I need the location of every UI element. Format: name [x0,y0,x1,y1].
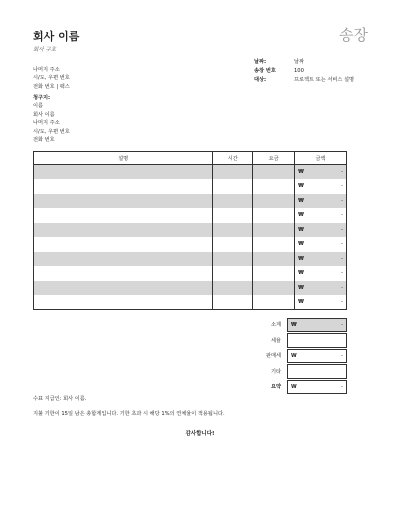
header-rate: 요금 [253,152,295,165]
amount-text: - [341,169,343,175]
hours-cell[interactable] [213,266,253,281]
table-row [34,237,347,252]
totals-label: 세율 [270,337,281,344]
totals-section [253,317,347,395]
totals-value-box[interactable] [287,333,347,348]
amount-text: - [341,255,343,262]
payable-to: 수표 지급인: 회사 이름. [33,396,87,402]
amount-value [298,241,343,247]
amount-cell[interactable] [295,223,347,238]
address-line: 전화 번호 | 팩스 [33,83,70,90]
totals-value-box[interactable] [287,349,347,364]
amount-value [298,169,343,175]
totals-value: - [341,383,343,390]
meta-invoice-number [254,67,354,76]
description-cell[interactable] [34,237,213,252]
totals-value: - [341,321,343,328]
totals-row [253,348,347,364]
hours-cell[interactable] [213,208,253,223]
totals-label: 소계 [270,322,281,329]
amount-text: - [341,183,343,190]
rate-cell[interactable] [253,295,295,310]
header-amount: 금액 [295,152,347,165]
meta-value: 프로젝트 또는 서비스 설명 [294,77,355,83]
currency-symbol: ₩ [298,212,304,219]
meta-value: 날짜 [294,59,305,65]
totals-row [253,333,347,349]
description-cell[interactable] [34,266,213,281]
rate-cell[interactable] [253,223,295,238]
amount-value [298,227,343,233]
company-name: 회사 이름 [33,30,80,43]
currency-symbol: ₩ [298,241,304,248]
hours-cell[interactable] [213,237,253,252]
meta-value: 100 [294,68,304,74]
payment-terms: 지불 기한이 15일 남은 총합계입니다. 기한 초과 시 해당 1%의 연체율이 적용됩니다. [33,411,225,417]
currency-symbol: ₩ [298,183,304,190]
bill-to [33,94,70,144]
amount-value [298,212,343,218]
rate-cell[interactable] [253,208,295,223]
table-row [34,295,347,310]
line-items-table [33,151,347,310]
company-address [33,66,70,91]
table-header-row [34,152,347,165]
currency-symbol: ₩ [298,270,304,277]
amount-text: - [341,197,343,204]
table-row [34,208,347,223]
currency-symbol: W [291,383,297,390]
amount-value [298,256,343,262]
currency-symbol: W [291,352,297,359]
amount-cell[interactable] [295,281,347,296]
amount-cell[interactable] [295,179,347,194]
amount-value [298,299,343,305]
bill-to-line: 회사 이름 [33,111,55,118]
document-title: 송장 [339,26,368,44]
amount-text: - [341,241,343,248]
amount-value [298,285,343,291]
address-line: 나머지 주소 [33,67,60,73]
table-row [34,266,347,281]
line-items-body [34,165,347,310]
totals-value-box[interactable] [287,318,347,333]
currency-symbol: ₩ [298,197,304,204]
amount-cell[interactable] [295,295,347,310]
description-cell[interactable] [34,208,213,223]
amount-value [298,270,343,276]
currency-symbol: ₩ [298,284,304,291]
amount-value [298,198,343,204]
bill-to-line: 전화 번호 [33,137,55,144]
amount-cell[interactable] [295,252,347,267]
description-cell[interactable] [34,179,213,194]
totals-label: 요약 [270,384,281,391]
table-row [34,281,347,296]
totals-row [253,317,347,333]
company-slogan: 회사 구호 [33,47,57,53]
table-row [34,165,347,180]
hours-cell[interactable] [213,252,253,267]
amount-cell[interactable] [295,165,347,180]
description-cell[interactable] [34,295,213,310]
hours-cell[interactable] [213,281,253,296]
currency-symbol: ₩ [298,255,304,262]
rate-cell[interactable] [253,165,295,180]
meta-label: 대상: [254,77,267,83]
bill-to-line: 나머지 주소 [33,120,60,127]
amount-cell[interactable] [295,208,347,223]
amount-cell[interactable] [295,237,347,252]
totals-label: 판매세 [265,353,281,360]
hours-cell[interactable] [213,194,253,209]
hours-cell[interactable] [213,223,253,238]
header-hours: 시간 [213,152,253,165]
meta-date [254,58,354,67]
description-cell[interactable] [34,194,213,209]
description-cell[interactable] [34,281,213,296]
table-row [34,179,347,194]
rate-cell[interactable] [253,266,295,281]
totals-label: 기타 [270,368,281,375]
amount-cell[interactable] [295,194,347,209]
thank-you: 감사합니다! [185,431,215,437]
bill-to-line: 이름 [33,103,44,110]
amount-cell[interactable] [295,266,347,281]
totals-value-box[interactable] [287,364,347,379]
amount-text: - [341,226,343,233]
totals-row [253,379,347,395]
meta-label: 날짜: [254,59,267,65]
rate-cell[interactable] [253,179,295,194]
hours-cell[interactable] [213,295,253,310]
table-row [34,194,347,209]
header-description: 설명 [34,152,213,165]
currency-symbol: ₩ [298,226,304,233]
bill-to-label: 청구지: [33,95,51,101]
address-line: 시/도, 우편 번호 [33,75,70,82]
rate-cell[interactable] [253,194,295,209]
totals-row [253,364,347,380]
hours-cell[interactable] [213,165,253,180]
table-row [34,252,347,267]
rate-cell[interactable] [253,237,295,252]
description-cell[interactable] [34,252,213,267]
rate-cell[interactable] [253,281,295,296]
description-cell[interactable] [34,223,213,238]
amount-text: - [341,270,343,277]
meta-for [254,76,354,85]
rate-cell[interactable] [253,252,295,267]
meta-label: 송장 번호 [254,68,276,74]
invoice-meta [254,58,354,85]
bill-to-line: 시/도, 우편 번호 [33,128,70,135]
totals-value: - [341,352,343,359]
hours-cell[interactable] [213,179,253,194]
amount-text: - [341,284,343,291]
amount-text: - [341,212,343,219]
currency-symbol: ₩ [298,299,304,305]
table-row [34,223,347,238]
description-cell[interactable] [34,165,213,180]
currency-symbol: ₩ [291,321,297,328]
totals-value-box[interactable] [287,380,347,395]
amount-value [298,183,343,189]
currency-symbol: ₩ [298,169,304,175]
amount-text: - [341,299,343,305]
